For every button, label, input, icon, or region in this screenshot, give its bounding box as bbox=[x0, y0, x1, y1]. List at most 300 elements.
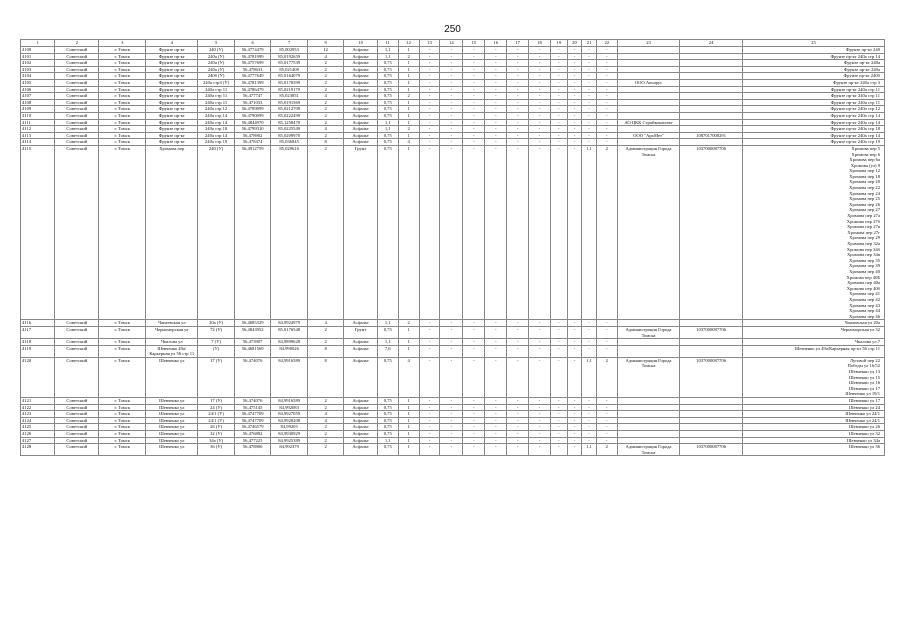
table-cell: - bbox=[463, 99, 485, 106]
table-cell: 0,75 bbox=[377, 73, 398, 80]
table-cell: 32 (У) bbox=[198, 431, 235, 438]
table-cell: - bbox=[550, 398, 567, 405]
table-cell: - bbox=[419, 345, 440, 357]
table-cell: Шевченко ул bbox=[146, 424, 198, 431]
table-cell: - bbox=[529, 47, 551, 54]
table-cell bbox=[617, 398, 680, 405]
table-cell: 0,75 bbox=[377, 86, 398, 93]
table-cell: 0,75 bbox=[377, 431, 398, 438]
table-cell: - bbox=[567, 444, 582, 456]
table-cell: 56,474076 bbox=[234, 357, 271, 397]
table-cell: 4120 bbox=[21, 357, 55, 397]
table-cell: - bbox=[550, 79, 567, 86]
address-line: Хромова пер 22 bbox=[849, 185, 880, 191]
table-cell: 56,474076 bbox=[234, 398, 271, 405]
table-cell: Советский bbox=[55, 53, 99, 60]
table-cell: - bbox=[463, 145, 485, 319]
table-cell: 4122 bbox=[21, 404, 55, 411]
table-cell: 2 bbox=[307, 66, 344, 73]
table-cell: - bbox=[582, 411, 597, 418]
table-cell: 56,4774479 bbox=[234, 47, 271, 54]
table-cell: 56,4781999 bbox=[234, 53, 271, 60]
table-cell bbox=[680, 417, 743, 424]
table-cell: - bbox=[440, 66, 463, 73]
table-cell bbox=[680, 345, 743, 357]
table-cell: - bbox=[507, 53, 529, 60]
table-cell: Асфальт bbox=[344, 53, 377, 60]
table-cell: Советский bbox=[55, 145, 99, 319]
header-cell: 23 bbox=[617, 40, 680, 47]
table-row bbox=[21, 86, 885, 93]
table-cell: 56,4843952 bbox=[234, 326, 271, 338]
table-cell: 24/1 (У) bbox=[198, 411, 235, 418]
table-cell: - bbox=[463, 132, 485, 139]
table-cell: г. Томск bbox=[99, 339, 146, 346]
table-cell bbox=[617, 66, 680, 73]
table-cell: - bbox=[419, 47, 440, 54]
table-cell: Фрунзе пр-кт bbox=[146, 73, 198, 80]
table-cell: - bbox=[440, 339, 463, 346]
table-cell: 56,4781399 bbox=[234, 79, 271, 86]
table-cell: Асфальт bbox=[344, 60, 377, 67]
table-cell: 56,478806 bbox=[234, 444, 271, 456]
table-cell: - bbox=[567, 437, 582, 444]
table-cell bbox=[617, 437, 680, 444]
table-cell: г. Томск bbox=[99, 357, 146, 397]
table-cell: Фрунзе пр-кт 240а стр 14 bbox=[742, 53, 884, 60]
table-row bbox=[21, 119, 885, 126]
table-cell: - bbox=[507, 79, 529, 86]
table-cell: 85,0164079 bbox=[271, 73, 308, 80]
table-cell: 0,75 bbox=[377, 66, 398, 73]
table-body bbox=[21, 40, 885, 456]
table-cell: 1 bbox=[398, 411, 419, 418]
table-cell: - bbox=[463, 437, 485, 444]
table-row bbox=[21, 357, 885, 397]
table-cell: 4100 bbox=[21, 47, 55, 54]
table-cell: Грунт bbox=[344, 326, 377, 338]
table-cell: - bbox=[567, 404, 582, 411]
table-cell: - bbox=[463, 126, 485, 133]
table-cell: Советский bbox=[55, 132, 99, 139]
header-cell: 20 bbox=[567, 40, 582, 47]
table-cell: - bbox=[419, 119, 440, 126]
table-cell bbox=[617, 320, 680, 327]
table-cell: Асфальт bbox=[344, 444, 377, 456]
table-cell: Фрунзе пр-кт bbox=[146, 60, 198, 67]
table-cell: 1 bbox=[398, 345, 419, 357]
data-table bbox=[20, 39, 885, 456]
table-row bbox=[21, 47, 885, 54]
table-cell bbox=[742, 357, 884, 397]
table-row bbox=[21, 411, 885, 418]
table-cell: Администрация Города Томска bbox=[617, 326, 680, 338]
table-cell: - bbox=[419, 66, 440, 73]
table-cell: 2 bbox=[596, 145, 617, 319]
header-cell: 1 bbox=[21, 40, 55, 47]
table-cell: - bbox=[463, 424, 485, 431]
table-cell: 0,75 bbox=[377, 139, 398, 146]
table-cell: 2 bbox=[307, 132, 344, 139]
table-cell: 240б (У) bbox=[198, 73, 235, 80]
table-cell: - bbox=[567, 112, 582, 119]
table-cell: - bbox=[507, 417, 529, 424]
table-cell: Советский bbox=[55, 345, 99, 357]
table-cell: - bbox=[529, 320, 551, 327]
table-cell: - bbox=[529, 106, 551, 113]
table-cell: - bbox=[507, 357, 529, 397]
address-line: Хромова пер 12 bbox=[849, 168, 880, 174]
table-cell: - bbox=[463, 60, 485, 67]
table-cell: 56,4747709 bbox=[234, 417, 271, 424]
table-cell: - bbox=[463, 139, 485, 146]
table-cell: 84,9899628 bbox=[271, 339, 308, 346]
table-cell: Чкалова ул bbox=[146, 339, 198, 346]
table-cell: - bbox=[596, 424, 617, 431]
table-cell: 4118 bbox=[21, 339, 55, 346]
address-line: Хромова пер 27в bbox=[846, 224, 880, 230]
table-cell: Фрунзе пр-кт bbox=[146, 132, 198, 139]
table-cell bbox=[680, 411, 743, 418]
table-cell bbox=[680, 398, 743, 405]
header-cell: 11 bbox=[377, 40, 398, 47]
table-cell: - bbox=[550, 339, 567, 346]
table-cell: - bbox=[567, 139, 582, 146]
table-cell: - bbox=[463, 320, 485, 327]
table-row bbox=[21, 126, 885, 133]
table-cell: - bbox=[529, 444, 551, 456]
table-cell: 240а (У) bbox=[198, 66, 235, 73]
table-cell: Фрунзе пр-кт bbox=[146, 126, 198, 133]
address-line: Победы ул 16/52 bbox=[847, 363, 880, 369]
table-cell: - bbox=[596, 320, 617, 327]
table-cell: 2 bbox=[307, 86, 344, 93]
table-cell: - bbox=[550, 437, 567, 444]
table-cell bbox=[680, 66, 743, 73]
table-cell: 20а (У) bbox=[198, 320, 235, 327]
table-cell bbox=[617, 112, 680, 119]
table-cell: 4107 bbox=[21, 93, 55, 100]
table-cell: Асфальт bbox=[344, 431, 377, 438]
table-cell: г. Томск bbox=[99, 145, 146, 319]
table-cell: Фрунзе пр-кт 240а стр 3 bbox=[742, 79, 884, 86]
table-cell: - bbox=[567, 47, 582, 54]
table-cell: - bbox=[596, 66, 617, 73]
table-cell: - bbox=[582, 404, 597, 411]
table-cell: Советский bbox=[55, 339, 99, 346]
table-cell: Фрунзе пр-кт 240а bbox=[742, 60, 884, 67]
table-cell: 26 (У) bbox=[198, 424, 235, 431]
table-cell: - bbox=[419, 431, 440, 438]
address-line: Хромова пер 27 bbox=[849, 207, 880, 213]
table-cell: 1,1 bbox=[582, 145, 597, 319]
table-cell: Асфальт bbox=[344, 73, 377, 80]
table-cell: 4 bbox=[307, 93, 344, 100]
table-row bbox=[21, 320, 885, 327]
table-cell: - bbox=[485, 47, 507, 54]
table-cell: - bbox=[596, 437, 617, 444]
table-cell: - bbox=[485, 126, 507, 133]
table-cell: Советский bbox=[55, 431, 99, 438]
table-cell: - bbox=[485, 73, 507, 80]
table-cell: 4121 bbox=[21, 398, 55, 405]
table-cell: - bbox=[507, 345, 529, 357]
table-cell: - bbox=[550, 66, 567, 73]
table-cell bbox=[617, 126, 680, 133]
address-line: Хромова (ул) 9 bbox=[850, 162, 880, 168]
table-cell: 4117 bbox=[21, 326, 55, 338]
table-cell: - bbox=[529, 93, 551, 100]
table-cell: 1 bbox=[398, 106, 419, 113]
table-cell: - bbox=[485, 320, 507, 327]
table-cell: Шевченко ул bbox=[146, 431, 198, 438]
table-cell: - bbox=[567, 339, 582, 346]
table-cell: - bbox=[419, 404, 440, 411]
table-cell: 84,992379 bbox=[271, 444, 308, 456]
table-cell bbox=[617, 53, 680, 60]
table-cell: г. Томск bbox=[99, 93, 146, 100]
table-cell: Черноморская ул 32 bbox=[742, 326, 884, 338]
table-cell: - bbox=[550, 132, 567, 139]
table-row bbox=[21, 437, 885, 444]
table-cell: Грунт bbox=[344, 145, 377, 319]
table-cell: 85,0178399 bbox=[271, 79, 308, 86]
table-cell: - bbox=[440, 320, 463, 327]
table-cell: 4109 bbox=[21, 106, 55, 113]
table-cell: 1 bbox=[398, 66, 419, 73]
table-cell: 4 bbox=[307, 417, 344, 424]
table-cell: - bbox=[582, 112, 597, 119]
table-cell: - bbox=[419, 53, 440, 60]
page-number: 250 bbox=[444, 24, 461, 35]
table-cell: Советский bbox=[55, 73, 99, 80]
table-cell: - bbox=[440, 112, 463, 119]
table-cell: - bbox=[463, 431, 485, 438]
table-cell: - bbox=[485, 106, 507, 113]
table-cell: 85,0222499 bbox=[271, 112, 308, 119]
table-cell: 56,478474 bbox=[234, 139, 271, 146]
table-cell: г. Томск bbox=[99, 139, 146, 146]
table-cell: 240а (У) bbox=[198, 60, 235, 67]
table-cell: г. Томск bbox=[99, 132, 146, 139]
table-cell: 0,75 bbox=[377, 112, 398, 119]
table-cell: 84,9927059 bbox=[271, 411, 308, 418]
table-cell bbox=[680, 139, 743, 146]
table-cell: 56,478633 bbox=[234, 66, 271, 73]
header-row bbox=[21, 40, 885, 47]
table-row bbox=[21, 93, 885, 100]
table-cell: 85,029616 bbox=[271, 145, 308, 319]
table-cell: - bbox=[463, 86, 485, 93]
table-cell: Асфальт bbox=[344, 47, 377, 54]
table-cell: - bbox=[567, 357, 582, 397]
table-row bbox=[21, 404, 885, 411]
table-cell: Советский bbox=[55, 93, 99, 100]
table-cell: Асфальт bbox=[344, 345, 377, 357]
table-cell: Фрунзе пр-кт bbox=[146, 139, 198, 146]
table-cell: - bbox=[419, 99, 440, 106]
table-cell: - bbox=[419, 357, 440, 397]
table-cell: 4112 bbox=[21, 126, 55, 133]
table-cell: - bbox=[529, 132, 551, 139]
table-cell: - bbox=[582, 424, 597, 431]
table-cell: - bbox=[507, 73, 529, 80]
table-cell: - bbox=[463, 398, 485, 405]
address-line: Хромова пер 42 bbox=[849, 296, 880, 302]
table-cell: Фрунзе пр-кт 240а стр 14 bbox=[742, 112, 884, 119]
table-cell: 4128 bbox=[21, 444, 55, 456]
table-cell: 240а стр 12 bbox=[198, 106, 235, 113]
table-cell: - bbox=[440, 73, 463, 80]
table-cell: Шевченко ул bbox=[146, 417, 198, 424]
table-cell: 4127 bbox=[21, 437, 55, 444]
table-cell: Хромова пер bbox=[146, 145, 198, 319]
table-row bbox=[21, 66, 885, 73]
table-cell: - bbox=[463, 47, 485, 54]
table-cell bbox=[617, 60, 680, 67]
table-cell: Фрунзе пр-кт 240а стр 19 bbox=[742, 139, 884, 146]
table-cell: 240 (У) bbox=[198, 145, 235, 319]
table-cell bbox=[617, 93, 680, 100]
table-cell: - bbox=[596, 119, 617, 126]
table-cell: Фрунзе пр-кт 240а стр 14 bbox=[742, 132, 884, 139]
table-cell: - bbox=[485, 86, 507, 93]
table-cell: Советский bbox=[55, 66, 99, 73]
table-cell: 2 bbox=[307, 119, 344, 126]
table-cell: Шевченко ул 32 bbox=[742, 431, 884, 438]
table-cell bbox=[680, 339, 743, 346]
table-cell: - bbox=[419, 93, 440, 100]
table-cell: - bbox=[582, 326, 597, 338]
table-cell: 85,023851 bbox=[271, 93, 308, 100]
address-line: Хромова пер 40б bbox=[846, 285, 880, 291]
table-cell bbox=[680, 60, 743, 67]
table-cell bbox=[680, 93, 743, 100]
table-cell: - bbox=[419, 73, 440, 80]
table-cell: Советский bbox=[55, 126, 99, 133]
table-cell: г. Томск bbox=[99, 86, 146, 93]
table-cell: Асфальт bbox=[344, 398, 377, 405]
address-line: Хромова пер 40 bbox=[849, 268, 880, 274]
address-line: Хромова пер 20 bbox=[849, 179, 880, 185]
table-cell: - bbox=[419, 320, 440, 327]
table-cell: 0,75 bbox=[377, 326, 398, 338]
table-cell: - bbox=[596, 53, 617, 60]
address-line: Хромова пер 40а bbox=[847, 280, 880, 286]
table-cell: 56,4789099 bbox=[234, 106, 271, 113]
table-cell: 2 bbox=[307, 60, 344, 67]
table-cell: Асфальт bbox=[344, 79, 377, 86]
table-cell: Шевченко ул 34а bbox=[742, 437, 884, 444]
table-cell: - bbox=[567, 73, 582, 80]
table-cell: - bbox=[529, 339, 551, 346]
table-cell bbox=[617, 417, 680, 424]
table-cell: Шевченко ул bbox=[146, 404, 198, 411]
table-row bbox=[21, 345, 885, 357]
header-cell: 9 bbox=[307, 40, 344, 47]
table-cell: 4115 bbox=[21, 145, 55, 319]
table-cell: АО ЦКК Стройкомплект bbox=[617, 119, 680, 126]
table-cell: г. Томск bbox=[99, 424, 146, 431]
table-cell: - bbox=[582, 126, 597, 133]
address-line: Хромова пер 26 bbox=[849, 201, 880, 207]
table-cell: Шевченко ул 17 bbox=[742, 398, 884, 405]
table-cell: - bbox=[419, 86, 440, 93]
table-cell: Советский bbox=[55, 86, 99, 93]
table-cell: - bbox=[463, 357, 485, 397]
table-cell: Фрунзе пр-кт 240а стр 11 bbox=[742, 99, 884, 106]
table-cell: - bbox=[529, 79, 551, 86]
table-cell: 1 bbox=[398, 145, 419, 319]
table-cell: 1 bbox=[398, 339, 419, 346]
table-cell: 36 (У) bbox=[198, 444, 235, 456]
table-cell: 56,471033 bbox=[234, 99, 271, 106]
table-cell: 8 bbox=[307, 345, 344, 357]
table-cell: 84,9930929 bbox=[271, 431, 308, 438]
table-cell: г. Томск bbox=[99, 112, 146, 119]
table-cell: 1 bbox=[398, 79, 419, 86]
table-cell: - bbox=[463, 79, 485, 86]
table-cell: Советский bbox=[55, 320, 99, 327]
table-cell: 0,75 bbox=[377, 417, 398, 424]
table-cell: - bbox=[463, 112, 485, 119]
table-cell bbox=[617, 404, 680, 411]
table-cell: 2 bbox=[307, 431, 344, 438]
table-cell: Асфальт bbox=[344, 112, 377, 119]
table-cell: - bbox=[440, 93, 463, 100]
table-cell: 0,75 bbox=[377, 132, 398, 139]
table-cell: Шевченко ул bbox=[146, 411, 198, 418]
table-cell: 56,4844970 bbox=[234, 119, 271, 126]
table-cell: - bbox=[596, 60, 617, 67]
table-cell: 84,992083 bbox=[271, 404, 308, 411]
table-cell: - bbox=[567, 106, 582, 113]
table-cell: - bbox=[485, 79, 507, 86]
table-cell: г. Томск bbox=[99, 444, 146, 456]
table-cell: 72 (У) bbox=[198, 326, 235, 338]
table-cell: Чапаевская ул 20а bbox=[742, 320, 884, 327]
table-cell: Фрунзе пр-кт bbox=[146, 106, 198, 113]
address-line: Хромова пер 6а bbox=[849, 157, 880, 163]
table-cell: - bbox=[529, 431, 551, 438]
table-cell: 0,75 bbox=[377, 106, 398, 113]
table-cell: - bbox=[567, 398, 582, 405]
table-cell: 85,0176548 bbox=[271, 326, 308, 338]
table-cell: 56,4681569 bbox=[234, 345, 271, 357]
table-cell: - bbox=[485, 60, 507, 67]
table-cell: - bbox=[440, 411, 463, 418]
table-cell: 1,1 bbox=[582, 444, 597, 456]
table-cell: - bbox=[440, 60, 463, 67]
table-cell: Советский bbox=[55, 437, 99, 444]
table-cell: 0,75 bbox=[377, 357, 398, 397]
table-cell: - bbox=[485, 119, 507, 126]
table-cell: - bbox=[419, 417, 440, 424]
table-cell: - bbox=[463, 66, 485, 73]
table-cell bbox=[680, 424, 743, 431]
header-cell: 4 bbox=[146, 40, 198, 47]
table-cell: Асфальт bbox=[344, 86, 377, 93]
table-row bbox=[21, 73, 885, 80]
table-cell: 2 bbox=[307, 145, 344, 319]
table-cell: - bbox=[529, 66, 551, 73]
table-cell: 56,4746579 bbox=[234, 424, 271, 431]
table-cell: - bbox=[529, 99, 551, 106]
table-cell: г. Томск bbox=[99, 320, 146, 327]
table-cell: - bbox=[485, 424, 507, 431]
table-cell: 4126 bbox=[21, 431, 55, 438]
table-cell: Асфальт bbox=[344, 411, 377, 418]
